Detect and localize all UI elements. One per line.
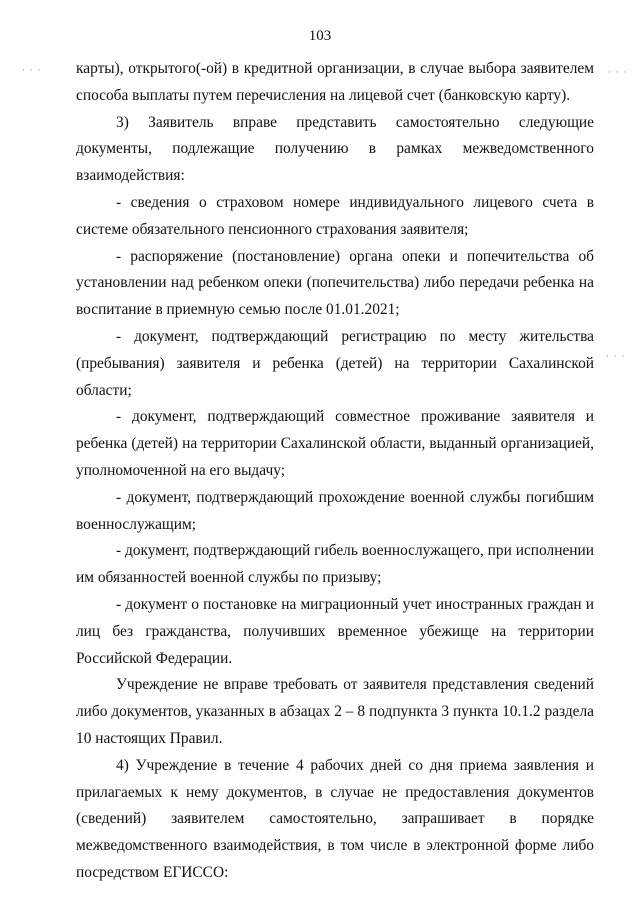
list-item-migration: - документ о постановке на миграционный учет иностранных граждан и лиц без гражданства, получивших временное убежище на территории Российской Федерации. <box>76 595 594 667</box>
list-item-military-service: - документ, подтверждающий прохождение военной службы погибшим военнослужащим; <box>76 488 594 533</box>
paragraph-restriction: Учреждение не вправе требовать от заявителя представления сведений либо документов, указанных в абзацах 2 – 8 подпункта 3 пункта 10.1.2 раздела 10 настоящих Правил. <box>76 676 594 747</box>
page-number: 103 <box>308 28 332 44</box>
scan-artifact-left: · · · <box>22 66 42 76</box>
list-item-registration: - документ, подтверждающий регистрацию по месту жительства (пребывания) заявителя и ребенка (детей) на территории Сахалинской области; <box>76 327 594 399</box>
list-item-snils: - сведения о страховом номере индивидуального лицевого счета в системе обязательного пенсионного страхования заявителя; <box>76 193 594 238</box>
scan-artifact-right: · · · <box>608 68 628 78</box>
paragraph-item-3: 3) Заявитель вправе представить самостоятельно следующие документы, подлежащие получению в рамках межведомственного взаимодействия: <box>76 113 594 185</box>
document-body <box>76 56 594 887</box>
paragraph-continued: карты), открытого(-ой) в кредитной организации, в случае выбора заявителем способа выплаты путем перечисления на лицевой счет (банковскую карту). <box>76 60 594 104</box>
list-item-guardianship: - распоряжение (постановление) органа опеки и попечительства об установлении над ребенком опеки (попечительства) либо передачи ребенка на воспитание в приемную семью после 01.01.2021; <box>76 247 594 319</box>
paragraph-item-4: 4) Учреждение в течение 4 рабочих дней со дня приема заявления и прилагаемых к нему документов, в случае не предоставления документов (сведений) заявителем самостоятельно, запрашивает в порядке межведомственного взаимодействия, в том числе в электронной форме либо посредством ЕГИССО: <box>76 756 594 881</box>
list-item-cohabitation: - документ, подтверждающий совместное проживание заявителя и ребенка (детей) на территории Сахалинской области, выданный организацией, уполномоченной на его выдачу; <box>76 408 594 479</box>
scan-artifact-right-2: · · · <box>606 352 626 362</box>
list-item-death: - документ, подтверждающий гибель военнослужащего, при исполнении им обязанностей военной службы по призыву; <box>76 542 594 587</box>
